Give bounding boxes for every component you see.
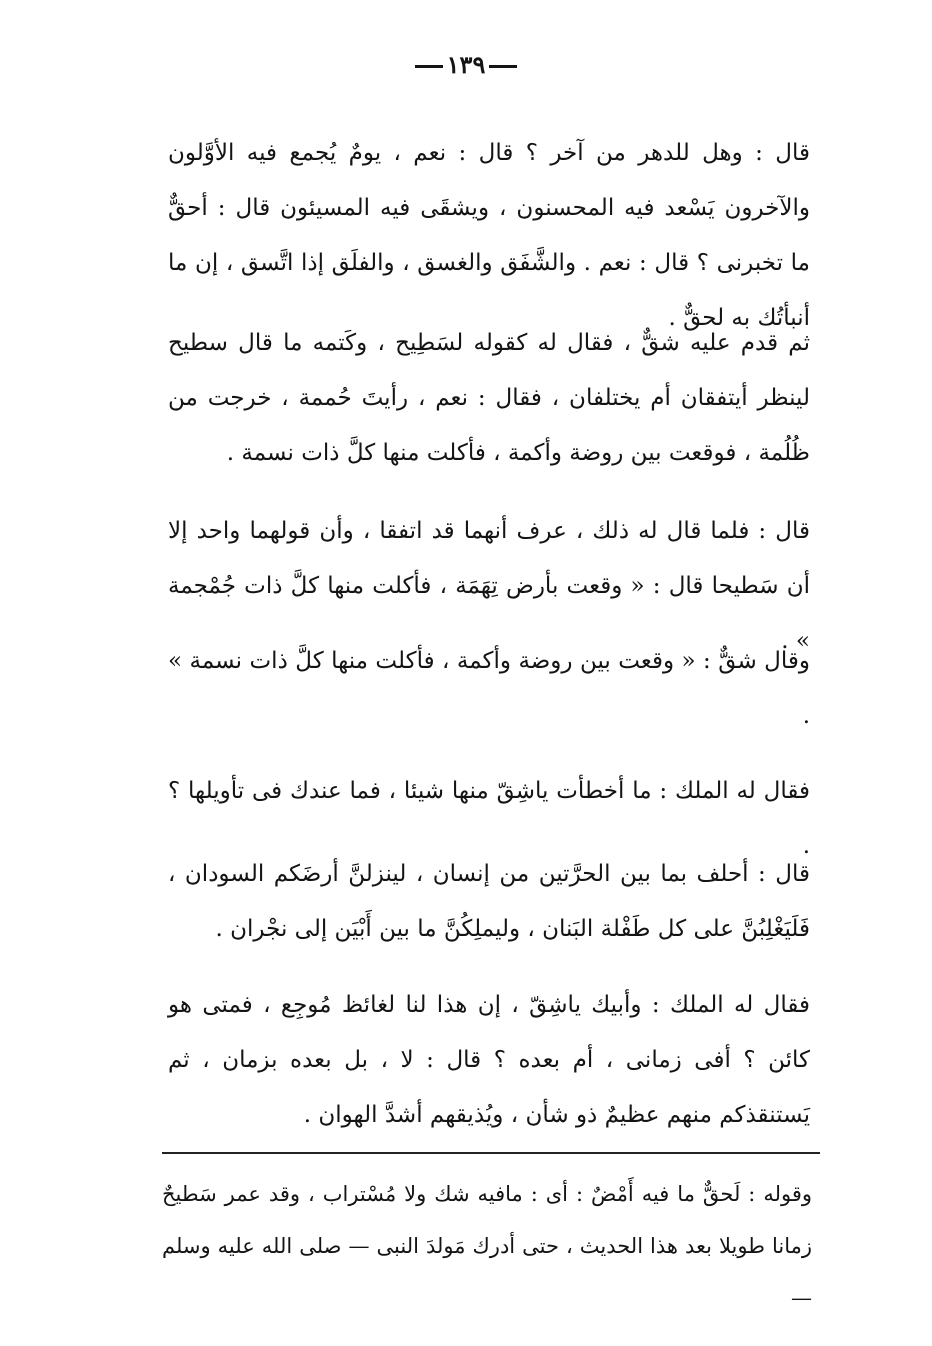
- header-dash-left: [415, 65, 443, 68]
- paragraph-4: وقال شقٌّ : « وقعت بين روضة وأكمة ، فأكلت منها كلَّ ذات نسمة » .: [168, 648, 810, 729]
- footnote: وقوله : لَحقٌّ ما فيه أَمْضٌ : أى : مافيه شك ولا مُسْتراب ، وقد عمر سَطيحٌ زمانا طويلا بعد هذا الحديث ، حتى أدرك مَولدَ النبى — صلى الله عليه وسلم —: [162, 1182, 812, 1310]
- footnote-divider: [162, 1152, 820, 1154]
- page-number-header: [0, 50, 932, 79]
- paragraph-2: ثم قدم عليه شقٌّ ، فقال له كقوله لسَطِيح ، وكَتمه ما قال سطيح لينظر أيتفقان أم يختلفان ، فقال : نعم ، رأيتَ حُممة ، خرجت من ظُلُمة ، فوقعت بين روضة وأكمة ، فأكلت منها كلَّ ذات نسمة .: [168, 330, 810, 466]
- page-number: ١٣٩: [446, 50, 486, 79]
- paragraph-7: فقال له الملك : وأبيك ياشِقّ ، إن هذا لنا لغائظ مُوجِع ، فمتى هو كائن ؟ أفى زمانى ، أم بعده ؟ قال : لا ، بل بعده بزمان ، ثم يَستنقذكم منهم عظيمٌ ذو شأن ، ويُذيقهم أشدَّ الهوان .: [168, 992, 810, 1128]
- paragraph-6: قال : أحلف بما بين الحرَّتين من إنسان ، لينزلنَّ أرضَكم السودان ، فَلَيَغْلِبُنَّ على كل طَفْلة البَنان ، وليملِكُنَّ ما بين أَبْيَن إلى نجْران .: [168, 861, 810, 942]
- paragraph-1: قال : وهل للدهر من آخر ؟ قال : نعم ، يومٌ يُجمع فيه الأوَّلون والآخرون يَسْعد فيه المحسنون ، ويشقَى فيه المسيئون قال : أحقٌّ ما تخبرنى ؟ قال : نعم . والشَّفَق والغسق ، والفلَق إذا اتَّسق ، إن ما أنبأتُك به لحقٌّ .: [168, 140, 810, 331]
- paragraph-5: فقال له الملك : ما أخطأت ياشِقّ منها شيئا ، فما عندك فى تأويلها ؟ .: [168, 778, 810, 859]
- header-dash-right: [489, 65, 517, 68]
- paragraph-3: قال : فلما قال له ذلك ، عرف أنهما قد اتفقا ، وأن قولهما واحد إلا أن سَطيحا قال : « وقعت بأرض تِهَمَة ، فأكلت منها كلَّ ذات جُمْجمة » .: [168, 518, 810, 654]
